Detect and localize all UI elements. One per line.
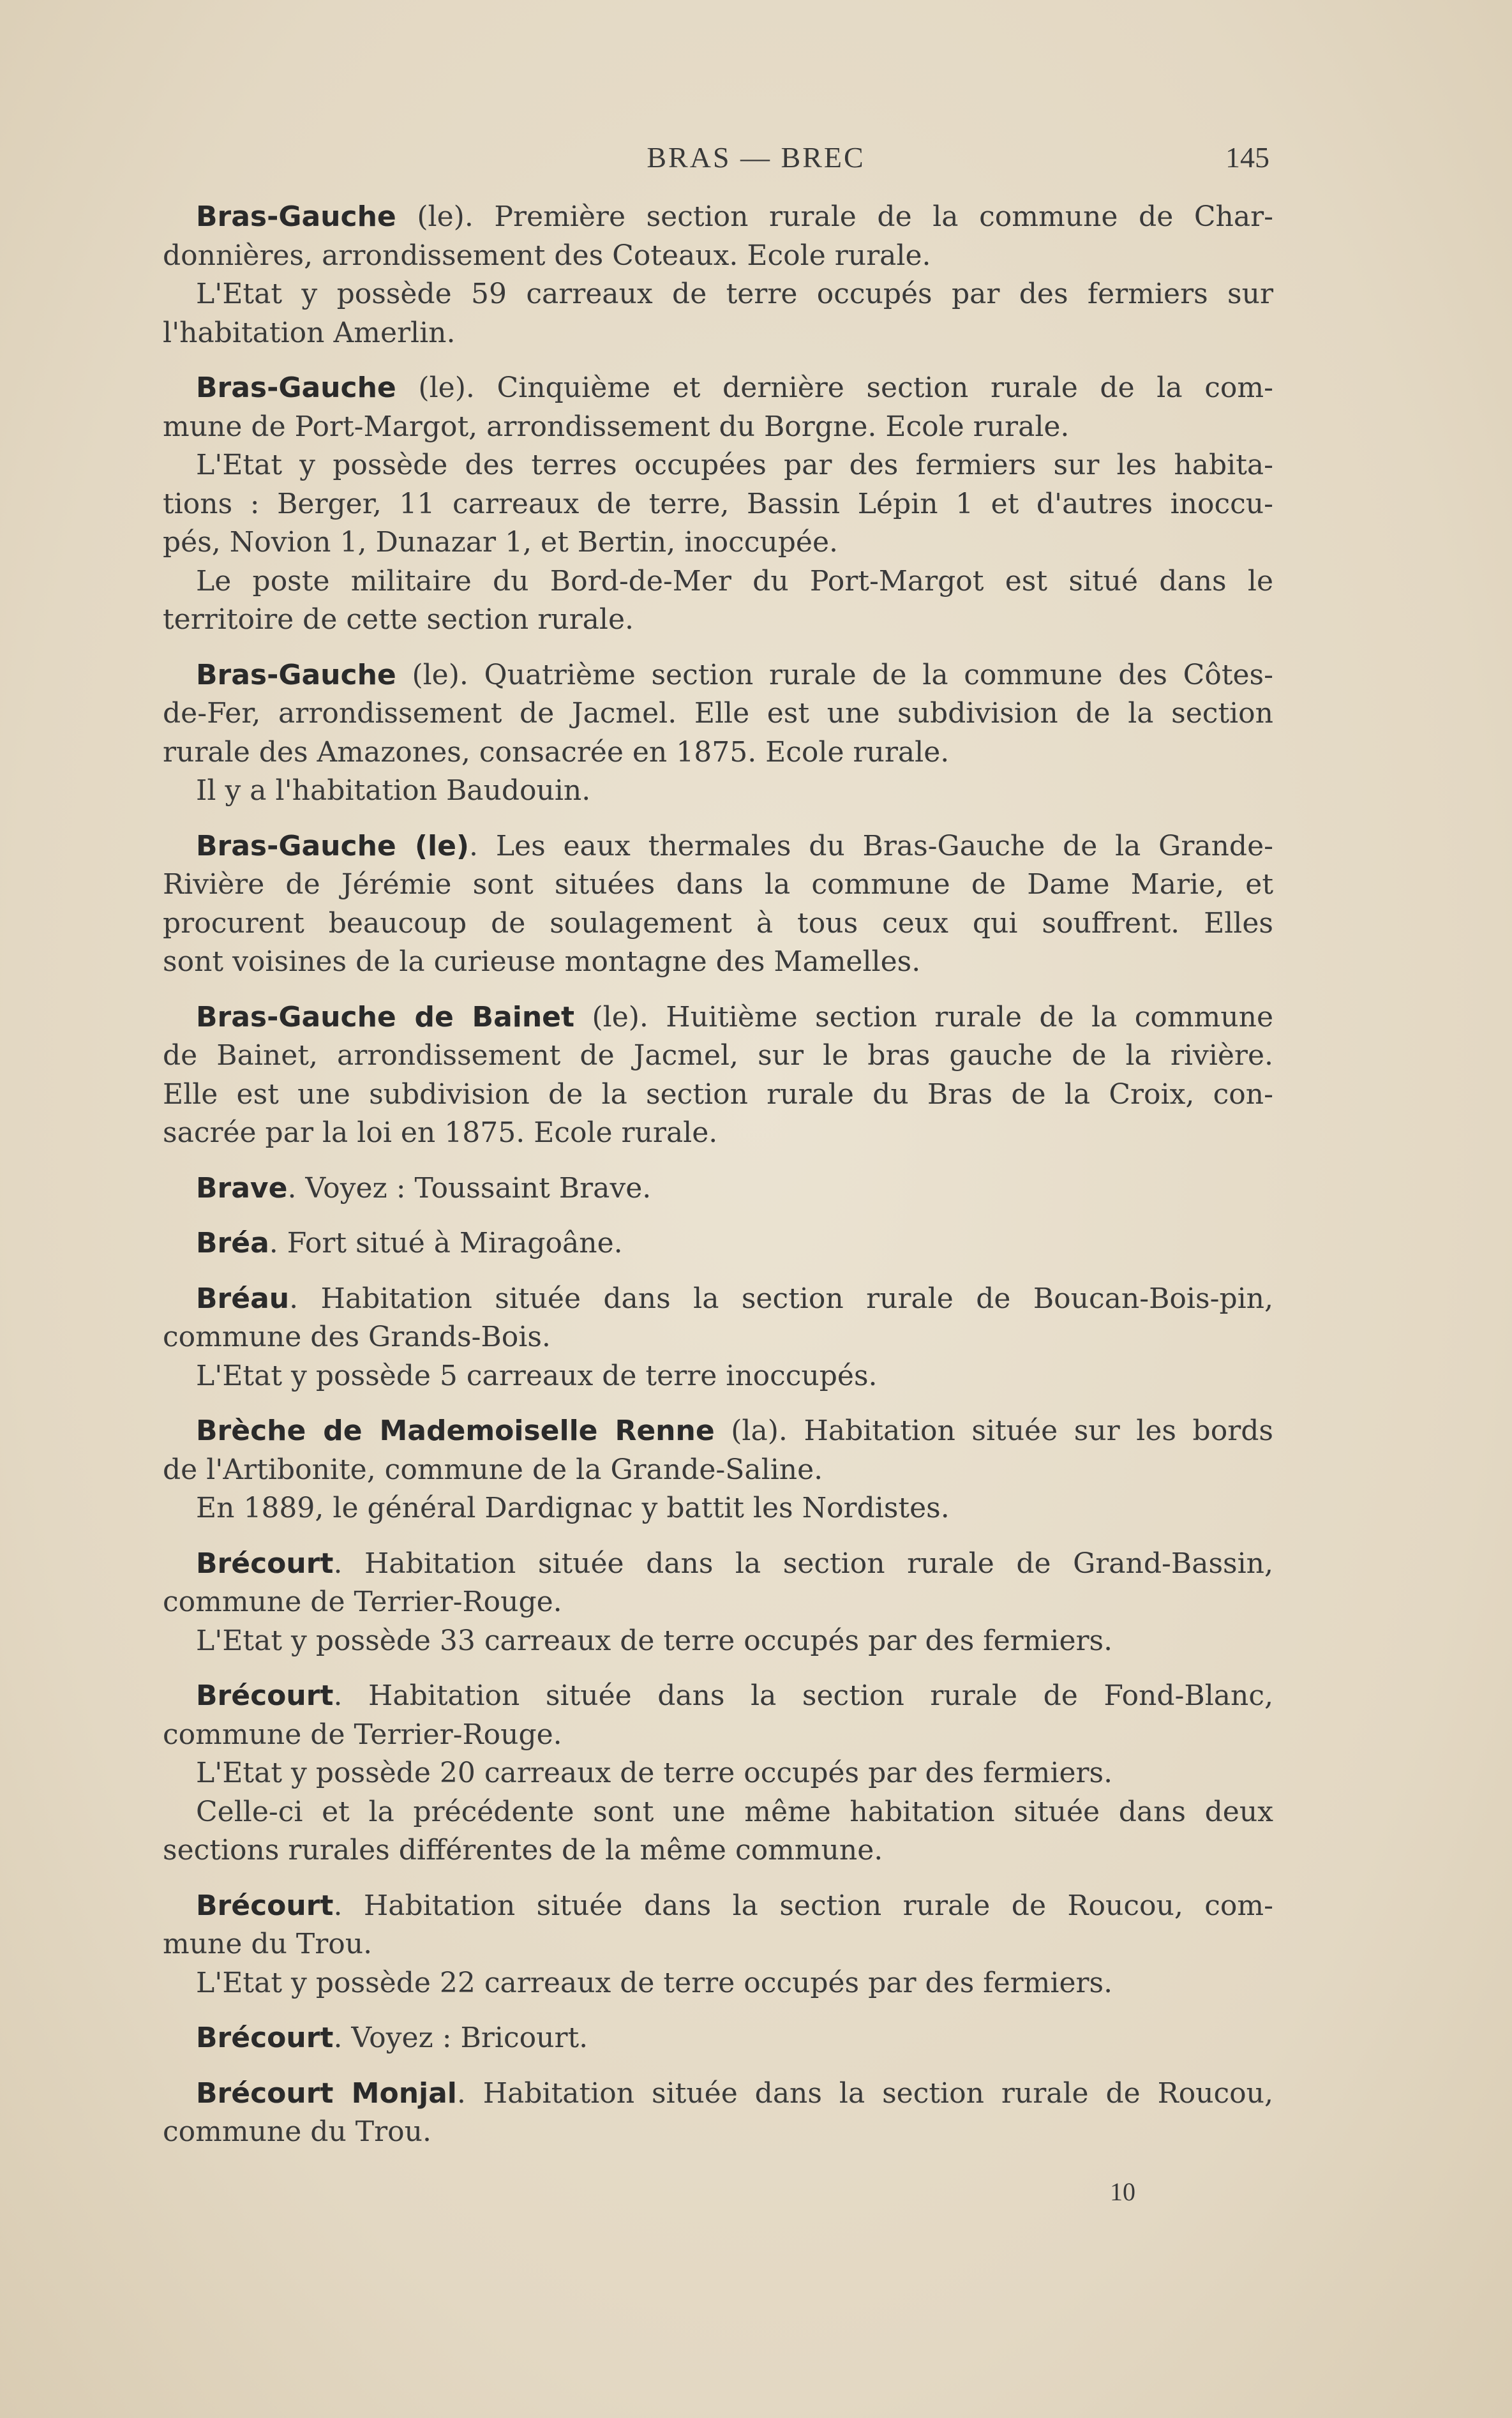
- entry-line: donnières, arrondissement des Coteaux. Ecole rurale.: [163, 239, 931, 272]
- entry-line: Il y a l'habitation Baudouin.: [196, 774, 591, 807]
- entry-text: (le). Cinquième et dernière section rurale de la com-: [396, 372, 1273, 404]
- entry-line: En 1889, le général Dardignac y battit les Nordistes.: [196, 1492, 950, 1524]
- entry-text: . Les eaux thermales du Bras-Gauche de la Grande-: [469, 829, 1274, 862]
- entry-line: l'habitation Amerlin.: [163, 316, 456, 349]
- entry-line: territoire de cette section rurale.: [163, 603, 634, 636]
- entry-line: [163, 1887, 1273, 1926]
- signature-mark: 10: [1110, 2177, 1135, 2206]
- entry-line: mune du Trou.: [163, 1928, 373, 1960]
- entry-text: (le). Première section rurale de la commune de Char-: [396, 200, 1273, 233]
- entry-line: L'Etat y possède 33 carreaux de terre occupés par des fermiers.: [196, 1624, 1113, 1657]
- entry-text: (le). Quatrième section rurale de la commune des Côtes-: [396, 658, 1273, 691]
- entry-line: sections rurales différentes de la même commune.: [163, 1834, 883, 1866]
- entry-line: Elle est une subdivision de la section rurale du Bras de la Croix, con-: [163, 1078, 1273, 1111]
- entry: [163, 998, 1273, 1153]
- entry: [163, 656, 1273, 811]
- entry-term: Bréa: [196, 1227, 269, 1259]
- entry-text: . Voyez : Toussaint Brave.: [287, 1171, 652, 1205]
- entry-line: Le poste militaire du Bord-de-Mer du Port-Margot est situé dans le: [196, 564, 1273, 597]
- entry-line: [163, 998, 1273, 1037]
- entry-line: commune des Grands-Bois.: [163, 1321, 551, 1353]
- entry-term: Bréau: [196, 1282, 290, 1315]
- entry-term: Bras-Gauche: [196, 658, 396, 691]
- entry: [163, 1887, 1273, 2003]
- entry-text: . Habitation située dans la section rurale de Roucou, com-: [333, 1889, 1273, 1922]
- entry: [163, 1412, 1273, 1528]
- entry-line: [163, 1677, 1273, 1716]
- entry: [163, 827, 1273, 982]
- entry-line: commune de Terrier-Rouge.: [163, 1718, 562, 1751]
- entry-line: rurale des Amazones, consacrée en 1875. Ecole rurale.: [163, 735, 950, 769]
- entry-term: Brave: [196, 1171, 288, 1205]
- entry-line: L'Etat y possède 22 carreaux de terre occupés par des fermiers.: [196, 1966, 1113, 1999]
- entry-line: L'Etat y possède des terres occupées par des fermiers sur les habita-: [196, 449, 1273, 481]
- entry-term: Brécourt: [196, 1547, 334, 1580]
- entry-line: L'Etat y possède 20 carreaux de terre occupés par des fermiers.: [196, 1757, 1113, 1789]
- running-title: BRAS — BREC: [647, 141, 865, 174]
- entry-term: Bras-Gauche de Bainet: [196, 1000, 575, 1033]
- entry-line: Celle-ci et la précédente sont une même habitation située dans deux: [196, 1795, 1273, 1828]
- entry-line: [163, 198, 1273, 237]
- entry: [163, 1224, 1273, 1263]
- entry-term: Bras-Gauche: [196, 372, 396, 404]
- entry-line: [163, 1169, 1273, 1208]
- entry-text: . Fort situé à Miragoâne.: [269, 1227, 623, 1259]
- entry-line: sacrée par la loi en 1875. Ecole rurale.: [163, 1116, 718, 1149]
- entry-term: Brécourt: [196, 1889, 334, 1922]
- entry-term: Bras-Gauche (le): [196, 829, 470, 862]
- page-header: [0, 140, 1512, 185]
- entry-line: tions : Berger, 11 carreaux de terre, Bassin Lépin 1 et d'autres inoccu-: [163, 487, 1273, 520]
- entry: [163, 2075, 1273, 2152]
- entry-line: de l'Artibonite, commune de la Grande-Saline.: [163, 1453, 823, 1486]
- entry: [163, 198, 1273, 352]
- entry-line: de Bainet, arrondissement de Jacmel, sur le bras gauche de la rivière.: [163, 1039, 1273, 1072]
- entry-line: de-Fer, arrondissement de Jacmel. Elle est une subdivision de la section: [163, 697, 1273, 730]
- entry-text: . Habitation située dans la section rurale de Boucan-Bois-pin,: [289, 1282, 1273, 1315]
- entry: [163, 1280, 1273, 1396]
- entry-term: Brécourt: [196, 1679, 334, 1712]
- entry-line: pés, Novion 1, Dunazar 1, et Bertin, inoccupée.: [163, 526, 838, 559]
- entry-term: Bras-Gauche: [196, 200, 396, 233]
- entry-line: commune du Trou.: [163, 2115, 431, 2148]
- entry-term: Brèche de Mademoiselle Renne: [196, 1415, 715, 1447]
- entry-line: [163, 1280, 1273, 1319]
- entry-text: . Habitation située dans la section rurale de Fond-Blanc,: [333, 1679, 1273, 1712]
- entry: [163, 1677, 1273, 1870]
- entry-text: . Habitation située dans la section rurale de Grand-Bassin,: [333, 1547, 1273, 1580]
- entry-line: mune de Port-Margot, arrondissement du Borgne. Ecole rurale.: [163, 410, 1070, 443]
- entry-line: L'Etat y possède 5 carreaux de terre inoccupés.: [196, 1359, 878, 1392]
- entry-line: procurent beaucoup de soulagement à tous ceux qui souffrent. Elles: [163, 906, 1273, 940]
- entry: [163, 1545, 1273, 1661]
- entry-line: Rivière de Jérémie sont situées dans la commune de Dame Marie, et: [163, 868, 1273, 901]
- entry-line: [163, 2019, 1273, 2058]
- entry-line: [163, 827, 1273, 866]
- page-number: 145: [1225, 141, 1269, 174]
- entry: [163, 1169, 1273, 1208]
- entry: [163, 2019, 1273, 2058]
- dictionary-body: [163, 198, 1273, 2168]
- entry-text: . Voyez : Bricourt.: [333, 2022, 588, 2054]
- entry-line: [163, 1545, 1273, 1584]
- entry-line: sont voisines de la curieuse montagne des Mamelles.: [163, 945, 921, 978]
- entry-line: commune de Terrier-Rouge.: [163, 1586, 562, 1618]
- entry-line: [163, 1412, 1273, 1451]
- entry-term: Brécourt: [196, 2022, 334, 2054]
- entry-text: (la). Habitation située sur les bords: [714, 1415, 1273, 1447]
- entry-line: [163, 369, 1273, 408]
- entry-line: [163, 2075, 1273, 2114]
- entry: [163, 369, 1273, 640]
- entry-term: Brécourt Monjal: [196, 2076, 457, 2110]
- entry-line: [163, 1224, 1273, 1263]
- entry-line: L'Etat y possède 59 carreaux de terre occupés par des fermiers sur: [196, 278, 1273, 310]
- entry-text: . Habitation située dans la section rurale de Roucou,: [456, 2076, 1273, 2110]
- entry-line: [163, 656, 1273, 695]
- entry-text: (le). Huitième section rurale de la commune: [574, 1000, 1273, 1033]
